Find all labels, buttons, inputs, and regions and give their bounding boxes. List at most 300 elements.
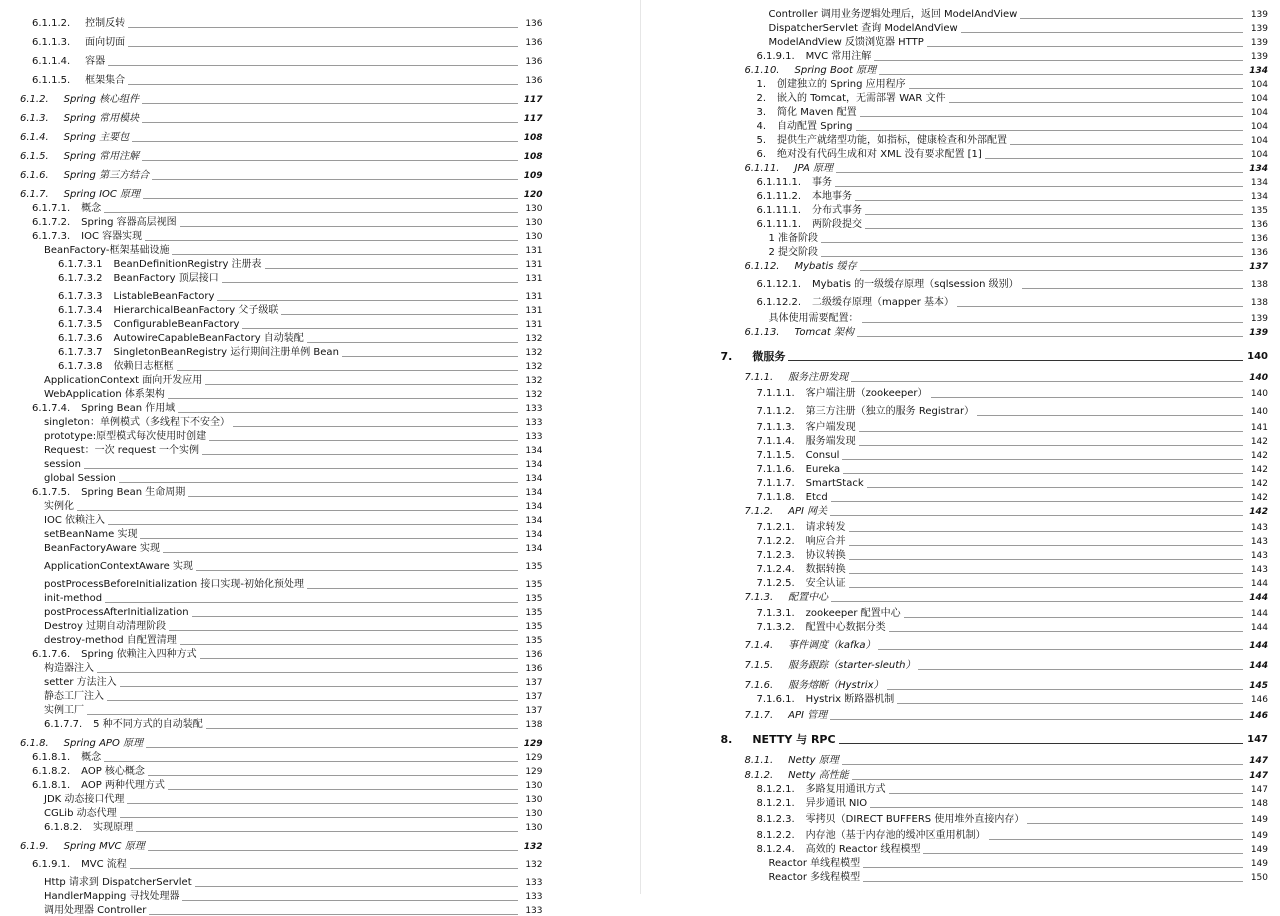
toc-entry[interactable] bbox=[0, 133, 640, 143]
toc-entry-page: 131 bbox=[521, 320, 543, 330]
toc-entry[interactable] bbox=[641, 108, 1280, 118]
toc-entry-number: 8.1.2.1. bbox=[757, 785, 795, 795]
toc-entry-title: 请求转发 bbox=[806, 523, 846, 533]
toc-entry-number: 6.1.1.5. bbox=[32, 76, 70, 86]
toc-entry[interactable] bbox=[641, 122, 1280, 132]
toc-leader-line bbox=[851, 381, 1243, 382]
toc-leader-line bbox=[957, 306, 1243, 307]
toc-entry-title: 实例化 bbox=[44, 502, 74, 512]
toc-leader-line bbox=[830, 719, 1243, 720]
toc-leader-line bbox=[177, 370, 518, 371]
toc-entry[interactable] bbox=[641, 389, 1280, 399]
toc-leader-line bbox=[209, 440, 517, 441]
toc-entry-title: Spring 主要包 bbox=[64, 133, 129, 143]
toc-entry[interactable] bbox=[641, 681, 1280, 691]
toc-entry[interactable] bbox=[0, 842, 640, 852]
toc-entry[interactable] bbox=[641, 52, 1280, 62]
toc-entry-title: 概念 bbox=[81, 753, 101, 763]
toc-leader-line bbox=[874, 60, 1243, 61]
toc-leader-line bbox=[152, 179, 517, 180]
toc-entry-page: 134 bbox=[1246, 66, 1268, 76]
toc-entry[interactable] bbox=[0, 292, 640, 302]
toc-leader-line bbox=[1020, 18, 1243, 19]
toc-entry-title: 响应合并 bbox=[806, 537, 846, 547]
toc-entry[interactable] bbox=[0, 488, 640, 498]
toc-entry-number: 7.1.1. bbox=[745, 373, 774, 383]
toc-entry-page: 134 bbox=[1246, 164, 1268, 174]
toc-entry[interactable] bbox=[641, 10, 1280, 20]
toc-leader-line bbox=[136, 831, 517, 832]
toc-entry-title: JDK 动态接口代理 bbox=[44, 795, 124, 805]
toc-entry-title: MVC 常用注解 bbox=[806, 52, 872, 62]
toc-entry[interactable] bbox=[0, 608, 640, 618]
toc-entry-page: 136 bbox=[521, 650, 543, 660]
toc-entry-page: 140 bbox=[1246, 407, 1268, 417]
toc-entry[interactable] bbox=[641, 565, 1280, 575]
toc-entry[interactable] bbox=[0, 334, 640, 344]
toc-entry[interactable] bbox=[0, 502, 640, 512]
toc-leader-line bbox=[1027, 823, 1243, 824]
toc-entry[interactable] bbox=[0, 274, 640, 284]
toc-entry-title: 简化 Maven 配置 bbox=[777, 108, 857, 118]
toc-entry[interactable] bbox=[0, 19, 640, 29]
toc-entry[interactable] bbox=[0, 474, 640, 484]
toc-entry[interactable] bbox=[641, 220, 1280, 230]
toc-entry[interactable] bbox=[0, 892, 640, 902]
toc-entry-page: 139 bbox=[1246, 10, 1268, 20]
toc-entry-page: 139 bbox=[1246, 24, 1268, 34]
toc-entry-page: 134 bbox=[521, 530, 543, 540]
toc-entry[interactable] bbox=[641, 815, 1280, 825]
toc-leader-line bbox=[909, 88, 1243, 89]
toc-entry-title: setter 方法注入 bbox=[44, 678, 117, 688]
toc-entry-title: prototype:原型模式每次使用时创建 bbox=[44, 432, 206, 442]
toc-entry[interactable] bbox=[641, 641, 1280, 651]
toc-entry-title: Spring APO 原理 bbox=[64, 739, 143, 749]
toc-entry[interactable] bbox=[0, 753, 640, 763]
toc-entry[interactable] bbox=[641, 373, 1280, 383]
toc-entry-title: ApplicationContextAware 实现 bbox=[44, 562, 193, 572]
toc-entry[interactable] bbox=[641, 859, 1280, 869]
toc-entry-title: 构造器注入 bbox=[44, 664, 94, 674]
toc-entry[interactable] bbox=[0, 404, 640, 414]
toc-entry[interactable] bbox=[0, 390, 640, 400]
toc-entry-page: 138 bbox=[521, 720, 543, 730]
toc-entry-number: 6.1.11.2. bbox=[757, 192, 802, 202]
toc-entry[interactable] bbox=[0, 114, 640, 124]
toc-entry[interactable] bbox=[0, 348, 640, 358]
toc-leader-line bbox=[140, 538, 517, 539]
toc-entry-title: BeanFactoryAware 实现 bbox=[44, 544, 160, 554]
toc-entry-page: 135 bbox=[521, 562, 543, 572]
toc-entry[interactable] bbox=[0, 190, 640, 200]
toc-entry-number: 7.1.1.3. bbox=[757, 423, 795, 433]
toc-leader-line bbox=[281, 314, 517, 315]
toc-entry-page: 135 bbox=[521, 636, 543, 646]
toc-entry[interactable] bbox=[0, 706, 640, 716]
toc-leader-line bbox=[107, 700, 518, 701]
toc-entry[interactable] bbox=[0, 362, 640, 372]
toc-entry-title: Spring 第三方结合 bbox=[64, 171, 149, 181]
toc-entry[interactable] bbox=[641, 24, 1280, 34]
toc-entry-page: 147 bbox=[1246, 735, 1268, 745]
toc-leader-line bbox=[104, 212, 517, 213]
toc-entry[interactable] bbox=[0, 636, 640, 646]
toc-entry-page: 134 bbox=[521, 488, 543, 498]
toc-entry[interactable] bbox=[641, 465, 1280, 475]
toc-leader-line bbox=[849, 545, 1243, 546]
toc-entry[interactable] bbox=[0, 516, 640, 526]
toc-entry-page: 132 bbox=[521, 860, 543, 870]
toc-entry-page: 135 bbox=[521, 594, 543, 604]
toc-entry-page: 135 bbox=[521, 622, 543, 632]
toc-entry[interactable] bbox=[641, 799, 1280, 809]
toc-entry[interactable] bbox=[641, 845, 1280, 855]
toc-entry-page: 130 bbox=[521, 204, 543, 214]
toc-entry-page: 133 bbox=[521, 404, 543, 414]
toc-entry-number: 6.1.11.1. bbox=[757, 178, 802, 188]
toc-leader-line bbox=[830, 515, 1243, 516]
toc-entry-number: 6.1.12. bbox=[745, 262, 780, 272]
toc-entry-number: 7.1.3.2. bbox=[757, 623, 795, 633]
toc-leader-line bbox=[931, 397, 1243, 398]
toc-leader-line bbox=[180, 644, 518, 645]
toc-entry[interactable] bbox=[641, 150, 1280, 160]
toc-entry-page: 137 bbox=[1246, 262, 1268, 272]
toc-entry-page: 137 bbox=[521, 692, 543, 702]
toc-entry[interactable] bbox=[641, 537, 1280, 547]
toc-entry-page: 104 bbox=[1246, 136, 1268, 146]
toc-entry[interactable] bbox=[0, 562, 640, 572]
toc-entry-number: 6.1.8.2. bbox=[32, 767, 70, 777]
toc-entry-title: 实例工厂 bbox=[44, 706, 84, 716]
toc-entry[interactable] bbox=[641, 178, 1280, 188]
toc-leader-line bbox=[145, 240, 517, 241]
toc-entry-title: IOC 容器实现 bbox=[81, 232, 142, 242]
toc-entry-title: 二级缓存原理（mapper 基本） bbox=[812, 298, 954, 308]
toc-entry-page: 104 bbox=[1246, 122, 1268, 132]
toc-entry[interactable] bbox=[0, 594, 640, 604]
toc-entry[interactable] bbox=[0, 878, 640, 888]
toc-entry[interactable] bbox=[0, 260, 640, 270]
toc-leader-line bbox=[265, 268, 518, 269]
toc-entry-page: 131 bbox=[521, 274, 543, 284]
toc-entry-title: 事件调度（kafka） bbox=[788, 641, 875, 651]
toc-entry-title: Spring 容器高层视图 bbox=[81, 218, 176, 228]
toc-entry[interactable] bbox=[0, 306, 640, 316]
toc-entry[interactable] bbox=[0, 795, 640, 805]
toc-leader-line bbox=[849, 587, 1243, 588]
toc-entry[interactable] bbox=[0, 544, 640, 554]
toc-entry[interactable] bbox=[0, 860, 640, 870]
toc-leader-line bbox=[949, 102, 1243, 103]
toc-entry[interactable] bbox=[0, 692, 640, 702]
toc-entry-title: Destroy 过期自动清理阶段 bbox=[44, 622, 166, 632]
toc-entry-title: 具体使用需要配置： bbox=[769, 314, 859, 324]
toc-entry-number: 6.1.12.1. bbox=[757, 280, 802, 290]
toc-entry[interactable] bbox=[641, 314, 1280, 324]
toc-leader-line bbox=[788, 360, 1243, 361]
toc-entry[interactable] bbox=[641, 136, 1280, 146]
toc-entry-page: 148 bbox=[1246, 799, 1268, 809]
toc-entry-title: Spring 常用注解 bbox=[64, 152, 139, 162]
toc-entry[interactable] bbox=[641, 248, 1280, 258]
toc-entry[interactable] bbox=[641, 593, 1280, 603]
toc-entry-page: 132 bbox=[521, 376, 543, 386]
toc-entry-page: 137 bbox=[521, 706, 543, 716]
toc-entry[interactable] bbox=[0, 38, 640, 48]
toc-entry-page: 149 bbox=[1246, 815, 1268, 825]
toc-entry-page: 129 bbox=[521, 767, 543, 777]
toc-entry[interactable] bbox=[0, 320, 640, 330]
toc-entry[interactable] bbox=[0, 432, 640, 442]
toc-leader-line bbox=[839, 743, 1243, 744]
toc-entry[interactable] bbox=[0, 460, 640, 470]
toc-leader-line bbox=[862, 322, 1244, 323]
toc-entry-page: 144 bbox=[1246, 609, 1268, 619]
toc-entry[interactable] bbox=[641, 623, 1280, 633]
toc-entry-number: 6.1.1.3. bbox=[32, 38, 70, 48]
toc-entry-number: 7.1.2.3. bbox=[757, 551, 795, 561]
toc-entry-title: postProcessAfterInitialization bbox=[44, 608, 189, 618]
toc-leader-line bbox=[863, 881, 1243, 882]
toc-entry-title: 依赖日志框框 bbox=[114, 362, 174, 372]
toc-entry[interactable] bbox=[641, 192, 1280, 202]
toc-leader-line bbox=[168, 789, 518, 790]
toc-leader-line bbox=[195, 886, 518, 887]
toc-entry[interactable] bbox=[641, 609, 1280, 619]
toc-entry[interactable] bbox=[0, 232, 640, 242]
toc-entry-number: 7.1.3. bbox=[745, 593, 774, 603]
toc-leader-line bbox=[77, 510, 518, 511]
toc-entry[interactable] bbox=[0, 57, 640, 67]
toc-entry[interactable] bbox=[641, 873, 1280, 883]
toc-entry-page: 134 bbox=[1246, 192, 1268, 202]
toc-leader-line bbox=[889, 631, 1243, 632]
toc-entry-title: 分布式事务 bbox=[812, 206, 862, 216]
toc-entry[interactable] bbox=[641, 80, 1280, 90]
toc-page-right bbox=[640, 0, 1280, 894]
toc-leader-line bbox=[859, 431, 1243, 432]
toc-entry-title: HandlerMapping 寻找处理器 bbox=[44, 892, 179, 902]
toc-entry-page: 139 bbox=[1246, 328, 1268, 338]
toc-leader-line bbox=[831, 501, 1243, 502]
toc-entry[interactable] bbox=[641, 785, 1280, 795]
toc-entry[interactable] bbox=[641, 579, 1280, 589]
toc-entry[interactable] bbox=[641, 94, 1280, 104]
toc-entry[interactable] bbox=[641, 523, 1280, 533]
toc-entry-number: 6.1.7.3.3 bbox=[58, 292, 103, 302]
toc-entry[interactable] bbox=[0, 95, 640, 105]
toc-entry-title: 嵌入的 Tomcat，无需部署 WAR 文件 bbox=[777, 94, 945, 104]
toc-entry[interactable] bbox=[641, 507, 1280, 517]
toc-entry-page: 149 bbox=[1246, 859, 1268, 869]
toc-entry-title: 本地事务 bbox=[812, 192, 852, 202]
toc-entry[interactable] bbox=[641, 831, 1280, 841]
toc-leader-line bbox=[178, 412, 517, 413]
toc-entry[interactable] bbox=[0, 809, 640, 819]
toc-entry[interactable] bbox=[641, 206, 1280, 216]
toc-entry[interactable] bbox=[0, 781, 640, 791]
toc-entry-number: 7.1.1.2. bbox=[757, 407, 795, 417]
toc-entry[interactable] bbox=[0, 823, 640, 833]
toc-entry[interactable] bbox=[0, 650, 640, 660]
toc-entry-page: 136 bbox=[521, 76, 543, 86]
toc-entry-page: 130 bbox=[521, 232, 543, 242]
toc-entry-number: 8.1.2.4. bbox=[757, 845, 795, 855]
toc-entry[interactable] bbox=[641, 352, 1280, 362]
toc-entry-title: ListableBeanFactory bbox=[114, 292, 215, 302]
toc-leader-line bbox=[821, 256, 1243, 257]
toc-entry-number: 6.1.7.1. bbox=[32, 204, 70, 214]
toc-leader-line bbox=[842, 764, 1243, 765]
toc-entry[interactable] bbox=[0, 767, 640, 777]
toc-entry-number: 7.1.1.1. bbox=[757, 389, 795, 399]
toc-entry[interactable] bbox=[641, 328, 1280, 338]
toc-entry-title: 5 种不同方式的自动装配 bbox=[93, 720, 203, 730]
toc-leader-line bbox=[867, 487, 1243, 488]
toc-entry-title: DispatcherServlet 查询 ModelAndView bbox=[769, 24, 958, 34]
toc-entry-page: 143 bbox=[1246, 551, 1268, 561]
toc-entry-number: 6.1.7.3.2 bbox=[58, 274, 103, 284]
toc-leader-line bbox=[87, 714, 518, 715]
toc-entry-title: Netty 高性能 bbox=[788, 771, 849, 781]
toc-entry[interactable] bbox=[641, 493, 1280, 503]
toc-entry[interactable] bbox=[0, 664, 640, 674]
toc-entry-page: 149 bbox=[1246, 831, 1268, 841]
toc-entry-page: 133 bbox=[521, 418, 543, 428]
toc-entry[interactable] bbox=[641, 280, 1280, 290]
toc-entry-number: 8.1.1. bbox=[745, 756, 774, 766]
toc-leader-line bbox=[120, 817, 518, 818]
toc-entry[interactable] bbox=[0, 678, 640, 688]
toc-entry-page: 144 bbox=[1246, 641, 1268, 651]
toc-entry-page: 134 bbox=[1246, 178, 1268, 188]
toc-entry-page: 136 bbox=[521, 19, 543, 29]
toc-entry[interactable] bbox=[641, 756, 1280, 766]
toc-entry-number: 6.1.12.2. bbox=[757, 298, 802, 308]
toc-entry-page: 109 bbox=[521, 171, 543, 181]
toc-entry[interactable] bbox=[0, 76, 640, 86]
toc-entry[interactable] bbox=[0, 622, 640, 632]
toc-entry[interactable] bbox=[641, 38, 1280, 48]
toc-entry-number: 5. bbox=[757, 136, 767, 146]
toc-entry[interactable] bbox=[641, 451, 1280, 461]
toc-leader-line bbox=[852, 779, 1243, 780]
toc-leader-line bbox=[918, 669, 1243, 670]
toc-entry-page: 108 bbox=[521, 152, 543, 162]
toc-leader-line bbox=[923, 853, 1243, 854]
toc-entry-page: 134 bbox=[521, 502, 543, 512]
toc-entry-number: 6.1.7.3. bbox=[32, 232, 70, 242]
toc-leader-line bbox=[108, 524, 518, 525]
toc-entry-number: 7.1.1.5. bbox=[757, 451, 795, 461]
toc-entry-page: 143 bbox=[1246, 565, 1268, 575]
toc-entry[interactable] bbox=[0, 152, 640, 162]
toc-entry[interactable] bbox=[0, 171, 640, 181]
toc-entry[interactable] bbox=[0, 580, 640, 590]
toc-entry[interactable] bbox=[0, 906, 640, 916]
toc-entry[interactable] bbox=[0, 739, 640, 749]
toc-entry[interactable] bbox=[641, 771, 1280, 781]
toc-entry-title: ConfigurableBeanFactory bbox=[114, 320, 240, 330]
toc-entry-number: 7.1.2.2. bbox=[757, 537, 795, 547]
toc-entry[interactable] bbox=[0, 376, 640, 386]
toc-leader-line bbox=[821, 242, 1243, 243]
toc-entry[interactable] bbox=[641, 298, 1280, 308]
toc-entry[interactable] bbox=[641, 661, 1280, 671]
toc-entry[interactable] bbox=[641, 695, 1280, 705]
toc-entry-title: Spring Boot 原理 bbox=[795, 66, 877, 76]
toc-entry-title: ModelAndView 反馈浏览器 HTTP bbox=[769, 38, 924, 48]
toc-entry-title: Spring 常用模块 bbox=[64, 114, 139, 124]
toc-entry-page: 131 bbox=[521, 292, 543, 302]
toc-entry-number: 7.1.3.1. bbox=[757, 609, 795, 619]
toc-leader-line bbox=[202, 454, 518, 455]
toc-entry[interactable] bbox=[641, 164, 1280, 174]
toc-entry-title: CGLib 动态代理 bbox=[44, 809, 117, 819]
toc-entry-title: BeanFactory 顶层接口 bbox=[114, 274, 219, 284]
toc-entry[interactable] bbox=[0, 246, 640, 256]
toc-entry[interactable] bbox=[641, 234, 1280, 244]
toc-entry[interactable] bbox=[641, 479, 1280, 489]
toc-entry-page: 143 bbox=[1246, 537, 1268, 547]
toc-entry[interactable] bbox=[0, 720, 640, 730]
toc-entry[interactable] bbox=[641, 437, 1280, 447]
toc-entry[interactable] bbox=[641, 407, 1280, 417]
toc-entry-page: 104 bbox=[1246, 150, 1268, 160]
toc-entry[interactable] bbox=[0, 204, 640, 214]
toc-entry[interactable] bbox=[0, 218, 640, 228]
toc-entry[interactable] bbox=[641, 262, 1280, 272]
toc-entry[interactable] bbox=[641, 711, 1280, 721]
toc-entry[interactable] bbox=[641, 423, 1280, 433]
toc-entry[interactable] bbox=[641, 735, 1280, 745]
toc-leader-line bbox=[128, 27, 517, 28]
toc-entry-page: 135 bbox=[521, 608, 543, 618]
toc-entry-page: 136 bbox=[521, 664, 543, 674]
toc-entry-page: 139 bbox=[1246, 314, 1268, 324]
toc-entry-number: 7.1.7. bbox=[745, 711, 774, 721]
toc-entry-page: 142 bbox=[1246, 493, 1268, 503]
toc-entry-page: 142 bbox=[1246, 507, 1268, 517]
toc-entry-page: 140 bbox=[1246, 389, 1268, 399]
toc-entry-title: 提供生产就绪型功能，如指标，健康检查和外部配置 bbox=[777, 136, 1007, 146]
toc-entry-page: 145 bbox=[1246, 681, 1268, 691]
toc-leader-line bbox=[860, 270, 1243, 271]
toc-entry-page: 147 bbox=[1246, 785, 1268, 795]
toc-entry-page: 146 bbox=[1246, 711, 1268, 721]
toc-entry-page: 136 bbox=[521, 38, 543, 48]
toc-entry[interactable] bbox=[0, 446, 640, 456]
toc-leader-line bbox=[865, 228, 1243, 229]
toc-entry-page: 140 bbox=[1246, 373, 1268, 383]
toc-entry[interactable] bbox=[641, 66, 1280, 76]
toc-entry-number: 6.1.7.3.7 bbox=[58, 348, 103, 358]
toc-entry-number: 6.1.8.1. bbox=[32, 753, 70, 763]
toc-entry[interactable] bbox=[0, 418, 640, 428]
toc-entry-number: 7.1.1.4. bbox=[757, 437, 795, 447]
toc-entry-page: 147 bbox=[1246, 771, 1268, 781]
toc-entry-title: 内存池（基于内存池的缓冲区重用机制） bbox=[806, 831, 986, 841]
toc-leader-line bbox=[148, 850, 518, 851]
toc-entry-title: 容器 bbox=[85, 57, 105, 67]
toc-leader-line bbox=[169, 630, 517, 631]
toc-entry[interactable] bbox=[641, 551, 1280, 561]
toc-entry-page: 133 bbox=[521, 432, 543, 442]
toc-entry[interactable] bbox=[0, 530, 640, 540]
toc-entry-title: 控制反转 bbox=[85, 19, 125, 29]
